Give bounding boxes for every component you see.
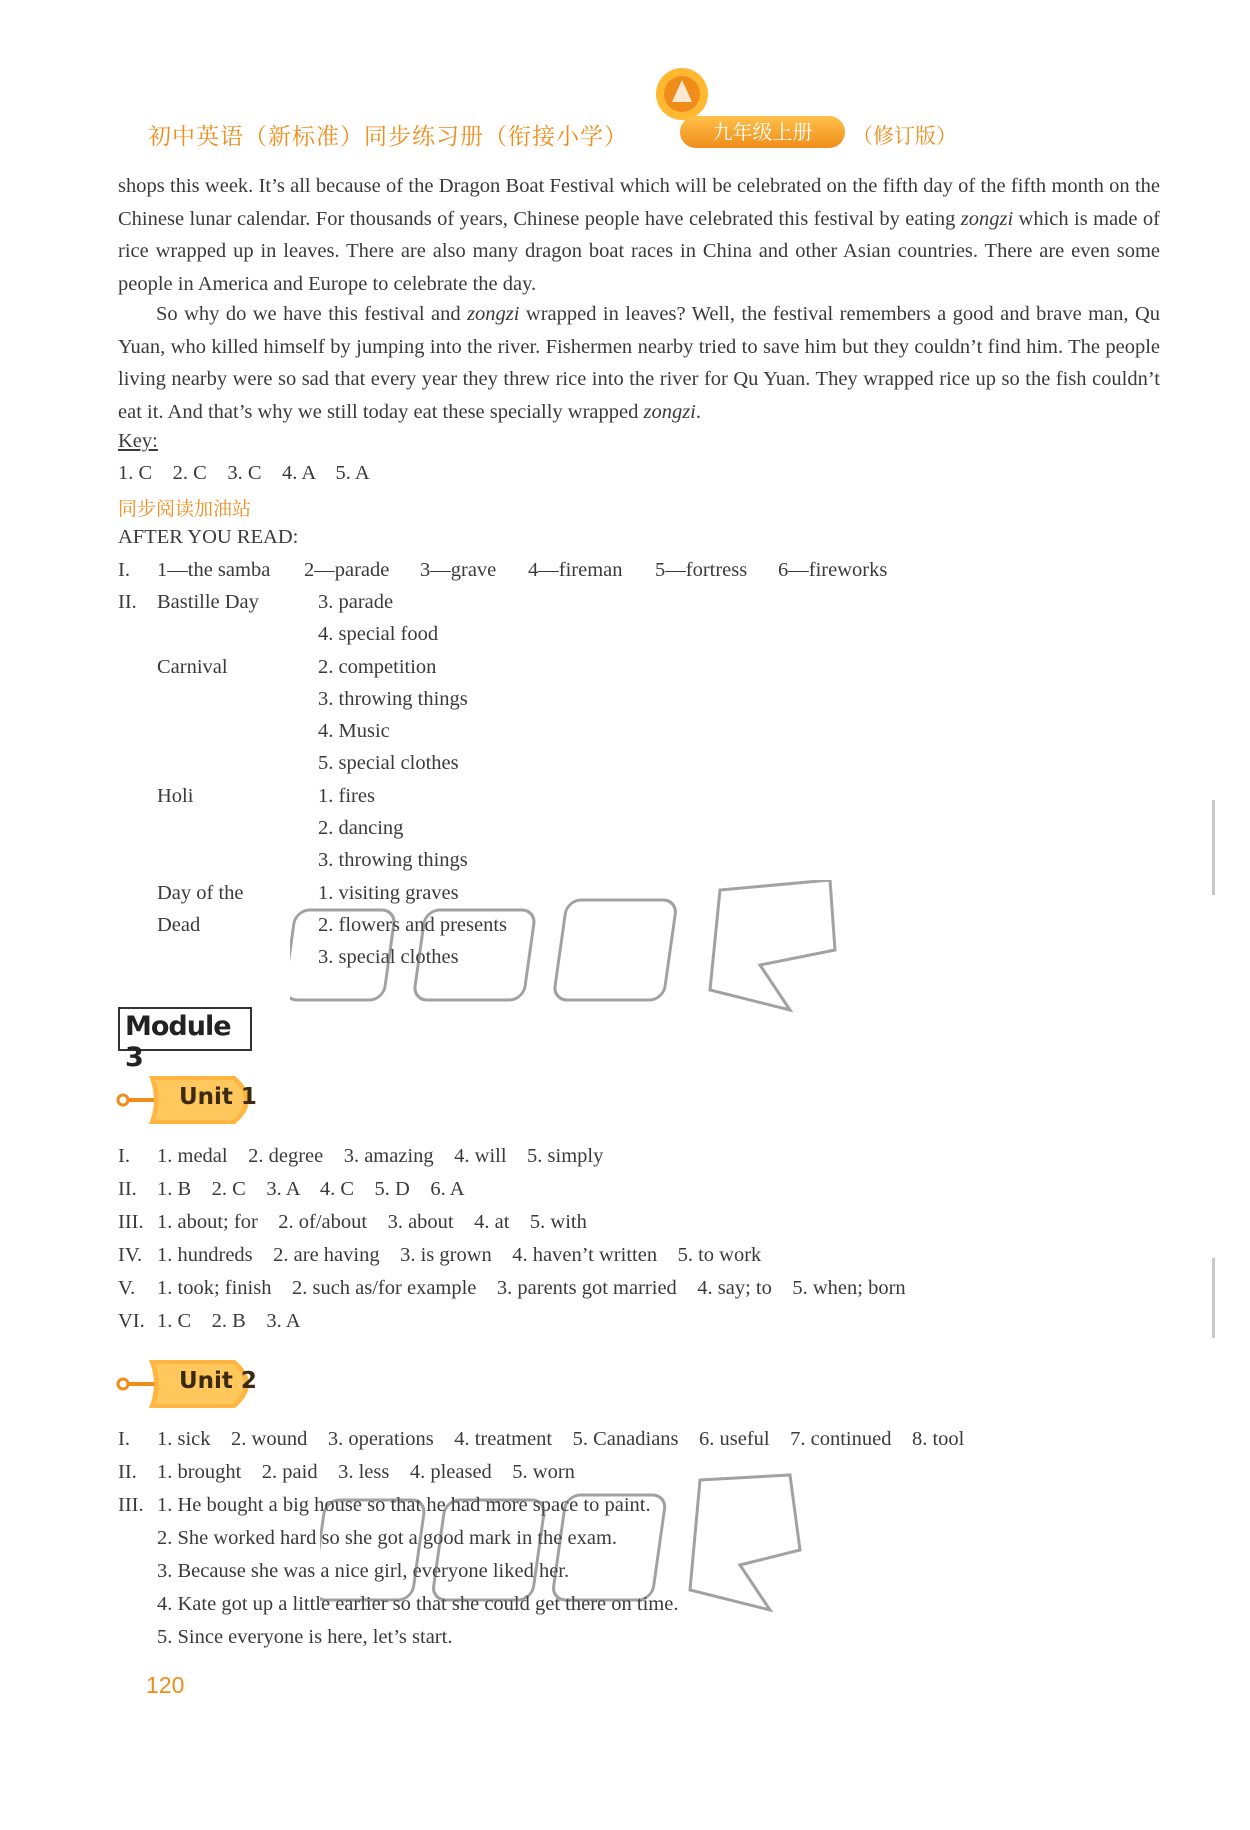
passage-paragraph-2: So why do we have this festival and zongzi wrapped in leaves? Well, the festival remembers a good and brave man, Qu Yuan, who killed himself by jumping into the river. Fishermen nearby tried to save him but they couldn’t find him. The people living nearby were so sad that every year they threw rice into the river for Qu Yuan. They wrapped rice up so the fish couldn’t eat it. And that’s why we still today eat these specially wrapped zongzi. — [118, 303, 1161, 423]
festival-item: 1. fires — [318, 785, 375, 807]
festival-name: Holi — [157, 785, 194, 807]
row-num: VI. — [118, 1310, 145, 1332]
module-heading — [118, 1007, 252, 1073]
match-item: 2—parade — [304, 559, 390, 581]
row-num: I. — [118, 1428, 130, 1450]
match-item: 4—fireman — [528, 559, 623, 581]
section-title: 同步阅读加油站 — [118, 498, 252, 520]
festival-item: 2. dancing — [318, 817, 404, 839]
module-label: Module 3 — [125, 1011, 231, 1073]
match-item: 6—fireworks — [778, 559, 888, 581]
row-num: I. — [118, 1145, 130, 1167]
festival-item: 3. parade — [318, 591, 394, 613]
festival-name-2: Dead — [157, 914, 201, 936]
answer-sentence: 3. Because she was a nice girl, everyone liked her. — [157, 1560, 570, 1582]
answer-row: 1. sick 2. wound 3. operations 4. treatment 5. Canadians 6. useful 7. continued 8. tool — [157, 1428, 965, 1450]
answer-row: 1. C 2. B 3. A — [157, 1310, 301, 1332]
answer-row: 1. medal 2. degree 3. amazing 4. will 5. simply — [157, 1145, 604, 1167]
festival-item: 3. special clothes — [318, 946, 459, 968]
page-number: 120 — [146, 1672, 185, 1698]
festival-name: Day of the — [157, 882, 244, 904]
answer-row: 1. about; for 2. of/about 3. about 4. at 5. with — [157, 1211, 587, 1233]
answer-row: 1. brought 2. paid 3. less 4. pleased 5. worn — [157, 1461, 575, 1483]
edge-mark — [1212, 1258, 1215, 1338]
unit-label: Unit 2 — [179, 1368, 257, 1394]
match-item: 1—the samba — [157, 559, 271, 581]
edge-mark — [1212, 800, 1215, 860]
answer-sentence: 4. Kate got up a little earlier so that she could get there on time. — [157, 1593, 679, 1615]
match-item: 3—grave — [420, 559, 497, 581]
unit-label: Unit 1 — [179, 1084, 257, 1110]
edge-mark — [1212, 855, 1215, 895]
festival-item: 5. special clothes — [318, 752, 459, 774]
answer-sentence: 1. He bought a big house so that he had more space to paint. — [157, 1494, 651, 1516]
answer-row: 1. took; finish 2. such as/for example 3. parents got married 4. say; to 5. when; born — [157, 1277, 906, 1299]
answer-row: 1. hundreds 2. are having 3. is grown 4. haven’t written 5. to work — [157, 1244, 762, 1266]
row-num: III. — [118, 1494, 144, 1516]
answer-sentence: 2. She worked hard so she got a good mark in the exam. — [157, 1527, 618, 1549]
key-answers: 1. C 2. C 3. C 4. A 5. A — [118, 462, 370, 484]
festival-item: 2. competition — [318, 656, 437, 678]
unit-1-heading — [115, 1066, 265, 1134]
row-num: III. — [118, 1211, 144, 1233]
row-num: I. — [118, 559, 130, 581]
festival-name: Carnival — [157, 656, 228, 678]
row-num: IV. — [118, 1244, 143, 1266]
book-title: 初中英语（新标准）同步练习册（衔接小学） — [148, 124, 628, 150]
row-num: II. — [118, 1178, 137, 1200]
festival-item: 3. throwing things — [318, 688, 468, 710]
key-label: Key: — [118, 430, 158, 452]
after-you-read: AFTER YOU READ: — [118, 526, 299, 548]
festival-name: Bastille Day — [157, 591, 259, 613]
row-num: II. — [118, 1461, 137, 1483]
answer-row: 1. B 2. C 3. A 4. C 5. D 6. A — [157, 1178, 465, 1200]
festival-item: 2. flowers and presents — [318, 914, 508, 936]
festival-item: 3. throwing things — [318, 849, 468, 871]
festival-item: 1. visiting graves — [318, 882, 459, 904]
grade-badge: 九年级上册 — [680, 116, 845, 148]
page-header — [0, 60, 1250, 160]
answer-sentence: 5. Since everyone is here, let’s start. — [157, 1626, 453, 1648]
unit-2-heading — [115, 1350, 265, 1418]
row-num: II. — [118, 591, 137, 613]
row-num: V. — [118, 1277, 136, 1299]
passage-paragraph-1: shops this week. It’s all because of the Dragon Boat Festival which will be celebrated on the fifth day of the fifth month on the Chinese lunar calendar. For thousands of years, Chinese people have celebrated this festival by eating zongzi which is made of rice wrapped up in leaves. There are also many dragon boat races in China and other Asian countries. There are even some people in America and Europe to celebrate the day. — [118, 175, 1161, 295]
festival-item: 4. Music — [318, 720, 390, 742]
match-item: 5—fortress — [655, 559, 748, 581]
festival-item: 4. special food — [318, 623, 439, 645]
edition-label: （修订版） — [852, 124, 957, 148]
